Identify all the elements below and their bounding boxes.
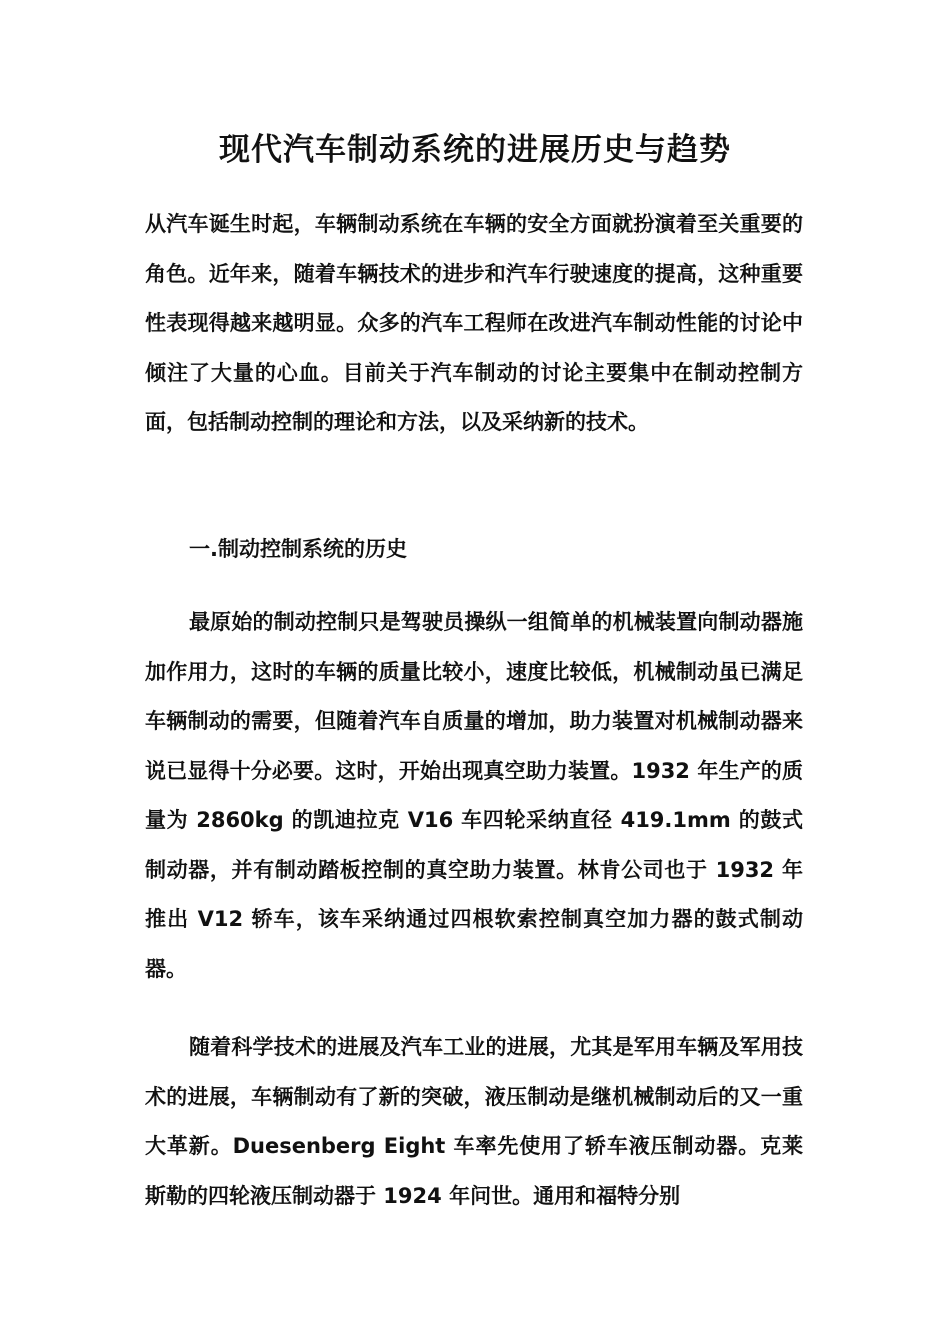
section-heading: 一.制动控制系统的历史 (189, 537, 407, 561)
intro-paragraph: 从汽车诞生时起，车辆制动系统在车辆的安全方面就扮演着至关重要的角色。近年来，随着车辆技术的进步和汽车行驶速度的提高，这种重要性表现得越来越明显。众多的汽车工程师在改进汽车制动性能的讨论中倾注了大量的心血。目前关于汽车制动的讨论主要集中在制动控制方面，包括制动控制的理论和方法，以及采纳新的技术。 (145, 212, 803, 434)
body-paragraph: 最原始的制动控制只是驾驶员操纵一组简单的机械装置向制动器施加作用力，这时的车辆的质量比较小，速度比较低，机械制动虽已满足车辆制动的需要，但随着汽车自质量的增加，助力装置对机械制动器来说已显得十分必要。这时，开始出现真空助力装置。1932 年生产的质量为 2860kg 的凯迪拉克 V16 车四轮采纳直径 419.1mm 的鼓式制动器，并有制动踏板控制的真空助力装置。林肯公司也于 1932 年推出 V12 轿车，该车采纳通过四根软索控制真空加力器的鼓式制动器。 (145, 610, 803, 981)
document-title: 现代汽车制动系统的进展历史与趋势 (219, 132, 731, 168)
body-paragraph: 随着科学技术的进展及汽车工业的进展，尤其是军用车辆及军用技术的进展，车辆制动有了新的突破，液压制动是继机械制动后的又一重大革新。Duesenberg Eight 车率先使用了轿车液压制动器。克莱斯勒的四轮液压制动器于 1924 年问世。通用和福特分别 (145, 1035, 803, 1208)
